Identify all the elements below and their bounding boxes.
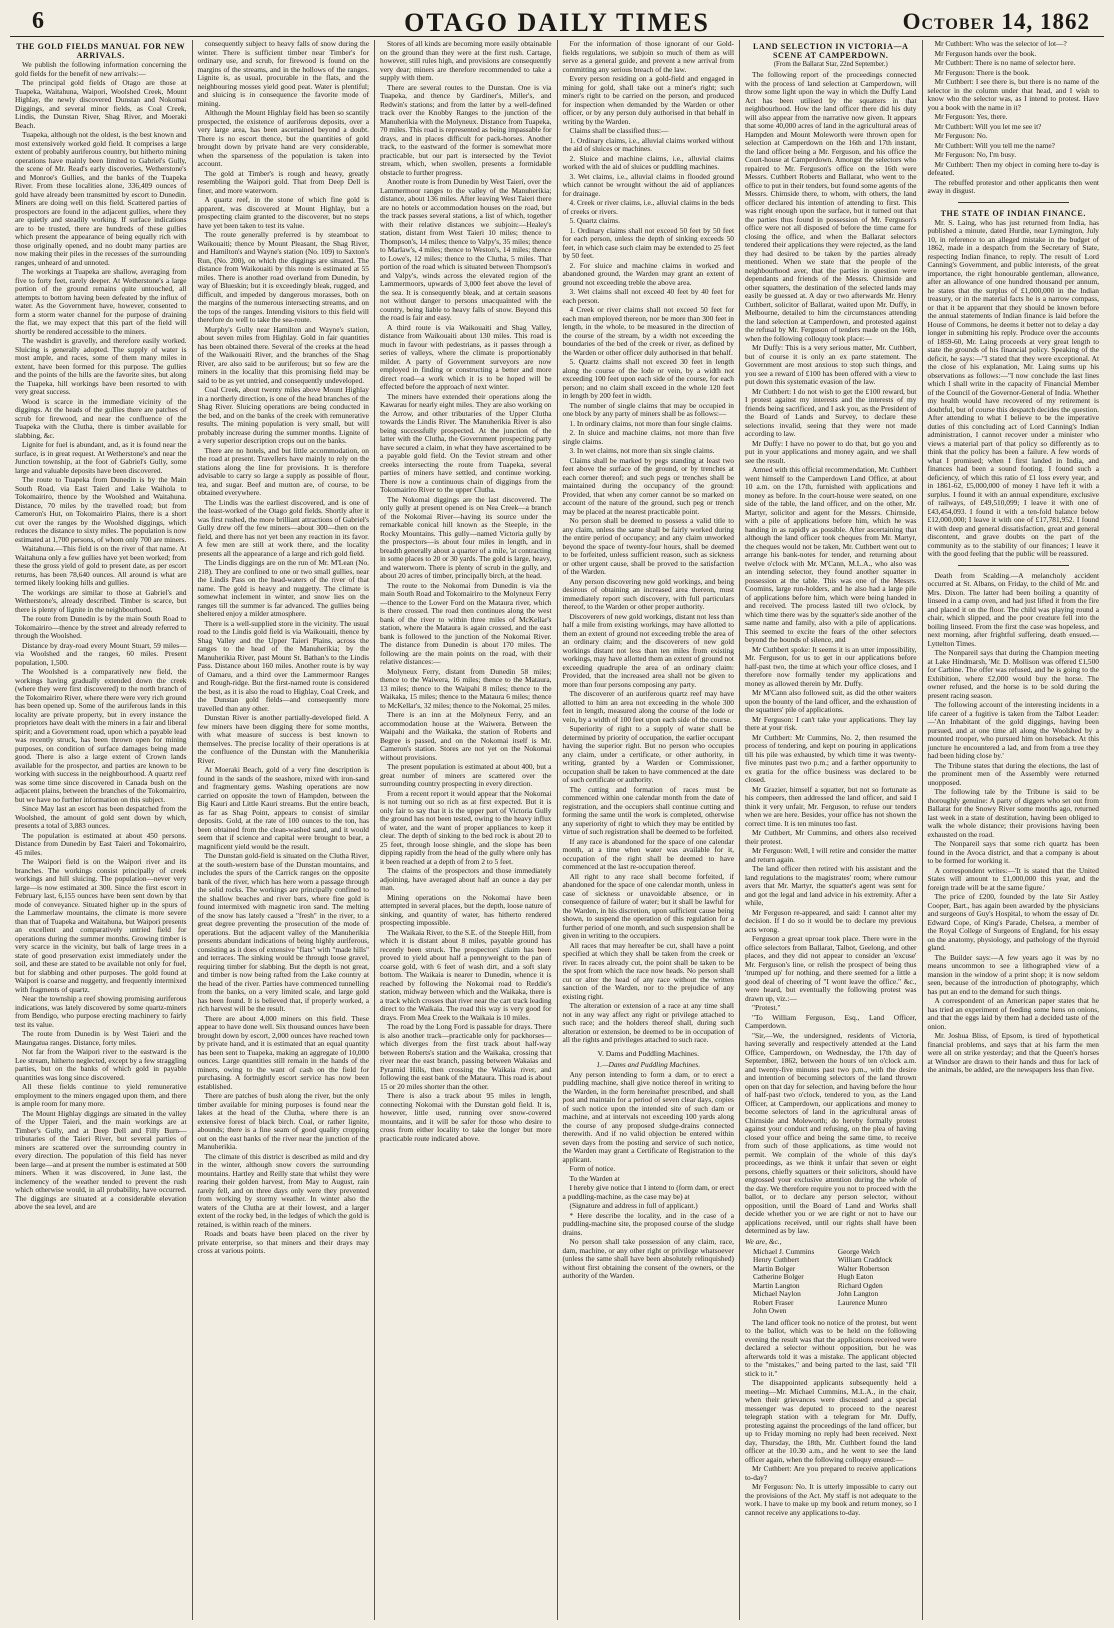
signatory-name: Martin Langton — [753, 1280, 800, 1290]
paragraph: For the information of those ignorant of our Gold-fields regulations, we subjoin so much of them as will serve as a general guide, and prevent a new arrival from committing any serious breach of the law. — [562, 40, 734, 74]
paragraph: Mr Cuthbert: I see there is, but there is no name of the selector in the column under that head, and I wish to know who the selector was, as I intend to protest. Have you a book with the name in it? — [927, 77, 1099, 112]
paragraph: Not far from the Waipori river to the eastward is the Lee stream, hitherto neglected, except by a few straggling parties, but on the banks of which gold in payable quantities was long since discovered. — [15, 1047, 187, 1082]
divider — [958, 202, 1070, 203]
paragraph: The land officer then retired with his assistant and the land regulations to the magistrates' room; where rumour avers that Mr. Martyr, the squatter's agent was sent for and got the legal and land advice in his extremity. After a while, — [745, 864, 917, 907]
paragraph: Mr Cuthbert: Are you prepared to receive applications to-day? — [745, 1464, 917, 1482]
signatory-name: Walter Robertson — [837, 1263, 890, 1273]
paragraph: Mr Duffy: I have no power to do that, but go you and put in your applications and money again, and we shall see the result. — [745, 438, 917, 465]
paragraph: 2. In sluice and machine claims, not more than five single claims. — [562, 428, 734, 446]
paragraph: Mr Cuthbert: I do not wish to get the £100 reward, but I protest against my interests and the interests of my friends being sacrificed, and I ask you, as the President of the Board of Lands and Survey, to declare these selections invalid, seeing that they were not made according to law. — [745, 386, 917, 438]
columns — [10, 40, 1104, 1620]
column-2 — [193, 40, 376, 1620]
paragraph: Another route is from Dunedin by West Taieri, over the Lammermoor ranges to the valley of the Manuherikia; distance, about 136 miles. After leaving West Taieri there are no hotels or accommodation houses on the road, but the track passes several stations, a list of which, together with their relative distances we subjoin:—Healey's station, distant from West Taieri 10 miles; thence to Thompson's, 14 miles; thence to Valpy's, 35 miles; thence to Marlaw's, 4 miles; thence to Weston's, 14 miles; thence to Lowe's, 12 miles; thence to the Clutha, 5 miles. That portion of the road which is situated between Thompson's and Valpy's, winds across the elevated region of the Lammermoors, upwards of 3,000 feet above the level of the sea. It is consequently bleak, and at certain seasons not without danger to persons unacquainted with the country, being liable to heavy falls of snow. Beyond this the road is fair and easy. — [380, 177, 552, 322]
paragraph: Lignite for fuel is abundant, and, as it is found near the surface, is in great request. At Wetherstone's and near the Junction township, at the foot of Gabriel's Gully, some large and valuable deposits have been discovered. — [15, 440, 187, 475]
section-subheading-dams: 1.—Dams and Puddling Machines. — [596, 1059, 701, 1069]
paragraph: The route generally preferred is by steamboat to Waikouaiti; thence by Mount Pleasant, the Shag River, and Hamilton's and Wayne's station (No. 109) to Saxton's Run, (No. 200), on which the diggings are situated. The distance from Waikouaiti by this route is estimated at 55 miles. There is another road overland from Dunedin, by way of Blueskin; but it is exceedingly bleak, rugged, and difficult, and impeded by dangerous morasses, both on the margins of the numerous intersecting streams, and on the tops of the ranges. Intending visitors to this field will therefore do well to take the sea-route. — [197, 230, 369, 324]
paragraph: The workings at Tuapeka are shallow, averaging from five to forty feet, rarely deeper. At Wetherstone's a large portion of the ground remains quite untouched, all attempts to bottom having been defeated by the influx of water. As the Government have, however, consented to form a storm water channel for the purpose of draining the flat, we may expect that this part of the field will shortly be rendered accessible to the miners. — [15, 267, 187, 336]
paragraph: consequently subject to heavy falls of snow during the winter. There is sufficient timber near Timber's for ordinary use, and scrub, for firewood is found on the margins of the streams, and in the hollows of the ranges. Lignite is, as usual, procurable in the flats, and the neighbouring mosses yield good peat. Water is plentiful; and sluicing is in consequence the favorite mode of mining. — [197, 40, 369, 108]
paragraph: Any person discovering new gold workings, and being desirous of obtaining an increased area thereon, must immediately report such discovery, with full particulars thereof, to the Warden or other proper authority. — [562, 576, 734, 611]
paragraph: Near the township a reef showing promising auriferous indications, was lately discovered by some quartz-miners from Bendigo, who purpose erecting machinery to fairly test its value. — [15, 994, 187, 1029]
paragraph: "To William Ferguson, Esq., Land Officer, Camperdown. — [745, 1012, 917, 1030]
paragraph: 1. Ordinary claims, i.e., alluvial claims worked without the aid of sluices or machines. — [562, 135, 734, 153]
column-4 — [558, 40, 741, 1620]
signatory-name: Laurence Munro — [837, 1297, 888, 1307]
dams-body — [563, 1071, 735, 1281]
protest-closing: We are, &c., — [745, 1236, 782, 1246]
paragraph: The washdirt is gravelly, and therefore easily worked. Sluicing is generally adopted. The supply of water is most ample, and races, some of them many miles in extent, have been formed for this purpose. The gullies and the points of the hills are the favorite sites, but along the Tuapeka, hill workings have been resorted to with very great success. — [15, 336, 187, 396]
article-body-continued — [745, 1319, 917, 1518]
paragraph: The following report of the proceedings connected with the process of land selection at Camperdown, will throw some light upon the way in which the Duffy Land Act has been utilised by the squatters in that neighbourhood. How the land officer there did his duty will also appear from the narrative now given. It appears that some 40,000 acres of land in the agricultural areas of Hampden and Mount Moleworth were thrown open for selection at Camperdown on the 16th and 17th instant, the land officer being a Mr. Ferguson, and his office the Court-house at Camperdown. Amongst the selectors who repaired to Mr. Ferguson's office on the 16th were Messrs. Cuthbert Roberts and Ballarat, who went to the office to put in their tenders, but found some agents of the Messrs. Chirnside there, to whom, with others, the land officer declared his intention of attending to first. This was right enough upon the surface, but it turned out that the parties thus found in possession of Mr. Ferguson's office were not all disposed of before the time came for closing the office, and when the Ballarat selectors tendered their applications they were rejected, as the land they had desired to be taken by the parties already mentioned. When we state that the people of the neighbourhood aver, that the parties in question were dependants and friends of the Messrs. Chirnside and other squatters, the destination of the selected lands may easily be guessed at. A day or two afterwards Mr. Henry Cuthbert, solicitor of Ballarat, waited upon Mr. Duffy, in Melbourne, detailed to him the circumstances attending the land selection at Camperdown, and protested against the refusal by Mr. Ferguson of tenders made on the 16th, when the following colloquy took place:— — [745, 70, 917, 343]
paragraph: Any person intending to form a dam, or to erect a puddling machine, shall give notice thereof in writing to the Warden, in the form hereinafter prescribed, and shall post and maintain for a period of seven clear days, copies of such notice upon the intended site of such dam or machine, and at intervals not exceeding 100 yards along the course of any proposed sludge-drains connected therewith. And if no valid objection be entered within seven days from the posting and service of such notice, the Warden may grant a Certificate of Registration to the applicant. — [562, 1069, 734, 1164]
signatory-name: Richard Ogden — [837, 1280, 883, 1290]
paragraph: Mr Grazier, himself a squatter, but not so fortunate as his compeers, then addressed the land officer, and said I think it very unfair, Mr. Ferguson, to refuse our tenders when we are here. Besides, your office has not shown the correct time. It is ten minutes too fast. — [745, 784, 917, 828]
article-source: (From the Ballarat Star, 22nd September.) — [773, 61, 888, 68]
paragraph: A third route is via Waikouaiti and Shag Valley, distance from Waikouaiti about 130 miles. This road is much in favour with pedestrians, as it passes through a series of valleys, where the climate is proportionably milder. A party of Government surveyors are now employed in finding or constructing a better and more direct road—a work which it is to be hoped will be effected before the approach of next winter. — [380, 322, 552, 391]
paragraph: The Waipori field is on the Waipori river and its branches. The workings consist principally of creek workings and hill sluicing. The population—never very large—is now estimated at 300. Since the first escort in February last, 6,155 ounces have been sent down by that mode of conveyance. Situated higher up in the spurs of the Lammerlaw mountains, the climate is more severe than that of Tuapeka and Waitahuna, but Waipori presents an excellent and comparatively untried field for operations during the summer months. Growing timber is very scarce in the vicinity, but balk of large trees in a state of good preservation exist immediately under the soil, and these are stated to be available not only for fuel, but for slabbing and other purposes. The gold found at Waipori is coarse and nuggetty, and frequently intermixed with fragments of quartz. — [15, 857, 187, 994]
paragraph: There are patches of bush along the river, but the only timber available for mining purposes is found near the lakes at the head of the Clutha, where there is an extensive forest of black birch. Coal, or rather lignite, abounds; there is a fine seam of good quality cropping out on the east banks of the river near the junction of the Manuherikia. — [197, 1091, 369, 1151]
paragraph: Discoverers of new gold workings, distant not less than half a mile from existing workings, may have allotted to them an extent of ground not exceeding treble the area of an ordinary claim; and the discoverers of new gold workings distant not less than ten miles from existing workings, may have allotted them an extent of ground not exceeding quadruple the area of an ordinary claim: Provided, that the increased area shall not be given to more than four persons composing any party. — [562, 611, 734, 689]
signatory-name: John Langton — [837, 1289, 879, 1298]
paragraph: 3. Wet claims shall not exceed 40 feet by 40 feet for each person. — [562, 287, 734, 305]
paragraph: The Nonpareil says that during the Champion meeting at Lake Hindmarsh, 'Mr. D. Mollison was offered £1,500 for Carbine. The offer was refused, and he is going to the Exhibition, where £2,000 would buy the horse. The owner refused, and the horse is to be sold during the present racing season. — [927, 648, 1099, 700]
paragraph: Every person residing on a gold-field and engaged in mining for gold, shall take out a miner's right; such miner's right to be carried on the person, and produced for inspection when demanded by the Warden or other officer, or by any person duly authorised in that behalf in writing by the Warden. — [562, 74, 734, 126]
paragraph: Molyneux Ferry, distant from Dunedin 58 miles; thence to the Waiwera, 16 miles; thence to the Mataura, 13 miles; thence to the Waipahi 8 miles; thence to the Waikaka, 15 miles; thence to the Mataura 6 miles; thence to McKellar's, 32 miles; thence to the Nokomai, 25 miles. — [380, 666, 552, 710]
news-items — [928, 572, 1100, 1075]
paragraph: The Builder says:—A few years ago it was by no means uncommon to see a lithographed view of a mansion in the window of a print shop; it is now seldom seen, because of the introduction of photography, which has put an end to the demand for such things. — [927, 952, 1099, 996]
paragraph: Mr Cuthbert: There is no name of selector here. — [934, 58, 1076, 67]
paragraph: Mr Cuthbert, Mr Cummins, and others also received their protest. — [745, 828, 917, 846]
divider — [958, 565, 1070, 566]
section-heading-dams: V. Dams and Puddling Machines. — [597, 1048, 700, 1058]
paragraph: 1. Ordinary claims shall not exceed 50 feet by 50 feet for each person, unless the depth of sinking exceeds 50 feet, in which case such claim may be extended to 25 feet by 50 feet. — [562, 225, 734, 260]
paragraph: Distance by dray-road every Mount Stuart, 59 miles—via Woolshed and the ranges, 60 miles. Present population, 1,500. — [15, 640, 187, 667]
paragraph: I hereby give notice that I intend to (form dam, or erect a puddling-machine, as the case may be) at — [562, 1183, 734, 1201]
paragraph: From a recent report it would appear that the Nokomai is not turning out so rich as at first expected. But it is only fair to say that it is the upper part of Victoria Gully the ground has not been tested, owing to the heavy influx of water, and the want of proper appliances to keep it clear. The depth of sinking to the bed rock is about 20 to 25 feet, through loose shingle, and the slope has been dipping rapidly from the head of the gully where only has it been reached at a depth of from 2 to 5 feet. — [380, 788, 552, 866]
paragraph: The Mount Highlay diggings are situated in the valley of the Upper Taieri, and the main workings are at Timber's Gully, and at Deep Dell and Filly Burn—tributaries of the Taieri River, but several parties of miners are scattered over the surrounding country in every direction. The population of this field has never been large—and at present the number is estimated at 500 miners. When it was discovered, in June last, the inclemency of the weather tended to prevent the rush which otherwise would, in all probability, have occurred. The diggings are situated at a considerable elevation above the sea level, and are — [15, 1108, 187, 1211]
article-title-gold-fields: THE GOLD FIELDS MANUAL FOR NEW ARRIVALS. — [16, 42, 186, 60]
article-body — [380, 40, 552, 1143]
paragraph: Claims shall be marked by pegs standing at least two feet above the surface of the ground, or by trenches at each corner thereof; and such pegs or trenches shall be maintained during the occupancy of the ground: Provided, that when any corner cannot be so marked on account of the nature of the ground, such peg or trench may be placed at the nearest practicable point. — [562, 455, 734, 516]
paragraph: Mr Ferguson: There is the book. — [934, 67, 1030, 77]
signatory-name: Henry Cuthbert — [753, 1255, 800, 1264]
paragraph: A correspondent writes:—'It is stated that the United States will amount to £1,000,000 this year, and the foreign trade will be at the same figure.' — [927, 865, 1099, 892]
paragraph: The route from Dunedin is by West Taieri and the Maungatua ranges. Distance, forty miles. — [15, 1029, 187, 1047]
paragraph: Claims shall be classified thus:— — [569, 126, 669, 135]
paragraph: Mr. S. Laing, who has just returned from India, has published a minute, dated Hurdie, near Lymington, July 10, in reference to an alleged mistake in the budget of 1862, made in a despatch from the Secretary of State, respecting Indian finance, to reply. The result of Lord Canning's Government, and public interests, of the great importance, the right honourable gentleman, allowance, after an allowance of one hundred thousand per annum, he states that the surplus of £1,000,000 in the Indian treasury, or in the material facts he is a narrow compass, or that it be apparent that they should be known before the annual statements of Indian finance is laid before the House of Commons, he deems it better not to delay a day longer in submitting his reply. Produce over the accounts of 1859-60, Mr. Laing proceeds at very great length to state the grounds of his financial policy. Speaking of the deficit, he says:—"I stated that they were exceptional. At the close of his explanation, Mr. Laing sums up his observations as follows:—"I now conclude the last lines which I shall write in the capacity of Financial Member of the Council of the Governor-General of India. Whether my health would have recovered of my retirement is doubtful, but of course this despatch decides the question. After attending to what I believe to be the imperative duties of this concluding act of Lord Canning's Indian administration, I cannot recover under a minister who views a material part of that policy so differently as to think that the policy has been a failure. A few words of what I promised; when I first landed in India, and finances had been a sound footing. I found such a deficiency, of which this ratio of £1 loss every year, and in 1861-62, £5,000,000 of money I have left it with a surplus. I found it with an annual expenditure, exclusive of railways, of £49,510,099; I leave it with one of £43,454,093. I found it with a ten-fold balance below £12,000,000; I leave it with one of £17,781,952. I found it with deep and general dissatisfaction, great and general discontent, and grave doubts on the part of the community as to the stability of our finances; I leave it with the good feeling that the public will be reassured. — [927, 217, 1099, 558]
paragraph: Mr Cuthbert: Then my object in coming here to-day is defeated. — [927, 159, 1099, 177]
signatory-name: John Owen — [753, 1306, 787, 1315]
signatory-name: Martin Bolger — [753, 1263, 796, 1273]
article-body — [198, 40, 370, 1256]
paragraph: The route from Dunedin is by the main South Road to Tokomairiro—thence by the street and already referred to through the Woolshed. — [15, 614, 187, 640]
paragraph: The present population is estimated at about 400, but a great number of miners are scattered over the surrounding country prospecting in every direction. — [380, 762, 552, 788]
paragraph: Waitahuna.—This field is on the river of that name. At Waitahuna only a few gullies have yet been worked; from these the gross yield of gold to present date, as per escort returns, has been 78,640 ounces. All around is what are termed likely looking hills and gullies. — [15, 544, 187, 587]
paragraph: Mr Cuthbert: Will you let me see it? — [934, 121, 1042, 131]
paragraph: To the Warden at — [569, 1173, 620, 1183]
paragraph: The discoverer of an auriferous quartz reef may have allotted to him an area not exceeding in the whole 300 feet in length, measured along the course of the lode or vein, by a width of 100 feet upon each side of the course. — [562, 689, 734, 724]
signatory-name: Catherine Bolger — [753, 1272, 804, 1281]
paragraph: The alteration or extension of a race at any time shall not in any way affect any right or privilege attached to such race; and the holders thereof shall, during such alteration or extension, be deemed to be in occupation of all the rights and privileges attached to such race. — [562, 1001, 734, 1044]
paragraph: The price of £200, founded by the late Sir Astley Cooper, Bart., has again been awarded by the physicians and surgeons of Guy's Hospital, to whom the essay of Dr. Edward Cope, of King's Parade, Chelsea, a member of the Royal College of Surgeons of England, for his essay on the anatomy, physiology, and pathology of the thyroid gland. — [927, 892, 1099, 952]
paragraph: The climate of this district is described as mild and dry in the winter, although snow covers the surrounding mountains. Hartley and Reilly state that whilst they were rearing their golden harvest, from May to August, rain rarely fell, and on three days only were they prevented from working by stormy weather. In winter also the waters of the Clutha are at their lowest, and a larger extent of the rocky bed, in the ledges of which the gold is retained, is within reach of the miners. — [197, 1151, 369, 1229]
signatory-name — [838, 1307, 917, 1316]
paragraph: 5. Quartz claims shall not exceed 30 feet in length along the course of the lode or vein, by a width not exceeding 100 feet upon each side of the course, for each person; and no claim shall exceed in the whole 120 feet in length by 200 feet in width. — [562, 357, 734, 400]
column-1 — [10, 40, 193, 1620]
signatory-name: Robert Fraser — [753, 1297, 794, 1307]
paragraph: The Lindis diggings are on the run of Mr. M'Lean (No. 218). They are confined to one or two small gullies, near the Lindis Pass on the head-waters of the river of that name. The gold is heavy and nuggetty. The climate is somewhat inclement in winter, and snow lies on the ranges till the summer is far advanced. The gullies being sheltered enjoy a milder atmosphere. — [197, 558, 369, 618]
paragraph: 2. For sluice and machine claims in worked and abandoned ground, the Warden may grant an extent of ground not exceeding treble the above area. — [562, 260, 734, 287]
article-body — [745, 71, 917, 1031]
signatory-name: Michael J. Cummins — [753, 1246, 815, 1256]
signatories-list — [753, 1248, 917, 1316]
paragraph: Death from Scalding.—A melancholy accident occurred at St. Albans, on Friday, to the child of Mr. and Mrs. Dixon. The latter had been boiling a quantity of linseed in a camp oven, and had just lifted it from the fire and placed it on the floor. The child was playing round a chair, which slipped, and the poor creature fell into the boiling linseed. From the first the case was hopeless, and next morning, after frightful suffering, death ensued.—Lyttelton Times. — [927, 570, 1099, 648]
paragraph: There is also a track about 95 miles in length, connecting Nokomai with the Dunstan gold field. It is, however, little used, running over snow-covered mountains, and it will be safer for those who desire to cross from either locality to take the longer but more practicable route indicated above. — [380, 1091, 552, 1143]
article-body — [15, 61, 187, 1212]
paragraph: A quartz reef, in the stone of which fine gold is apparent, was discovered at Mount Highlay, but a prospecting claim granted to the discoverer, but no steps have yet been taken to test its value. — [197, 195, 369, 230]
paragraph: Mining operations on the Nokomai have been attempted in several places, but the depth, loose nature of sinking, and quantity of water, has hitherto rendered prospecting impossible. — [380, 892, 552, 927]
paragraph: Roads and boats have been placed on the river by private enterprise, so that miners and their drays may cross at various points. — [197, 1229, 369, 1255]
finance-body — [928, 219, 1100, 559]
paragraph: 4. Creek or river claims, i.e., alluvial claims in the beds of creeks or rivers. — [562, 198, 734, 216]
paragraph: Mr Ferguson: Yes, there. — [934, 112, 1008, 121]
paragraph: Mr Cuthbert: Who was the selector of lot—? — [934, 40, 1067, 48]
paragraph: The miners have extended their operations along the Kawarau for nearly eight miles. They are also working on the Arrow, and other tributaries of the Upper Clutha towards the Lindis River. The Manuherikia River is also being successfully prospected. At the junction of the latter with the Clutha, the Government prospecting party have secured a claim, in what they have ascertained to be a payable gold field. On the Teviot stream and other creeks intersecting the route from Tuapeka, several parties of miners have settled, and continue working. There is now a continuous chain of diggings from the Tokomairiro River to the upper Clutha. — [380, 391, 552, 494]
paragraph: If any race is abandoned for the space of one calendar month, at a time when water was available for it, occupation of the right shall be deemed to have commenced at the last re-occupation thereof. — [562, 836, 734, 871]
column-6 — [923, 40, 1105, 1620]
paragraph: Mr Ferguson: No. It is utterly impossible to carry out the provisions of the Act. My staff is not adequate to the work. I have to make up my book and return money, so I cannot receive any applications to-day. — [745, 1482, 917, 1517]
newspaper-title: OTAGO DAILY TIMES — [404, 8, 710, 37]
paragraph: Mr Cuthbert: Will you tell me the name? — [934, 140, 1055, 150]
signatory-name: Hugh Eaton — [837, 1272, 874, 1281]
paragraph: The following account of the interesting incidents in a life career of a fugitive is taken from the Talbot Leader:—'An Inhabitant of the gold diggings, having been pursued, and at one time all along the Woolshed by a mounted trooper, who pursued him on horseback. At this juncture he encountered a lad, and from from a tree they had been hiding close by.' — [927, 700, 1099, 760]
paragraph: No person shall take possession of any claim, race, dam, machine, or any other right or privilege whatsoever (unless the same shall have been absolutely relinquished) without first obtaining the consent of the owners, or the authority of the Warden. — [562, 1237, 734, 1280]
paragraph: The Dunstan gold-field is situated on the Clutha River, at the south-western base of the Dunstan mountains, and includes the spurs of the Carrick ranges on the opposite bank of the river, which has here worn a passage through the solid rocks. The workings are principally confined to the shallow beaches and river bars, where fine gold is found intermixed with magnetic iron sand. The melting of the snow has lately caused a "fresh" in the river, to a great degree preventing the prosecution of the mode of operations. But the adjacent valley of the Manuherikia presents abundant indications of being highly auriferous, consisting as it does of extensive "flats" with "made hills" and terraces. The sinking would be through loose gravel, requiring timber for slabbing. But the depth is not great, and timber is now being rafted from the Lake country at the head of the river. Parties have commenced tunnelling from the banks, on a very limited scale, and large gold has been found. It is believed that, if properly worked, a rich harvest will be the result. — [197, 851, 369, 1013]
paragraph: The Nokomai diggings are the last discovered. The only gully at present opened is on Nea Creek—a branch of the Nokomai River—having its source under the remarkable conical hill known as the Steeple, in the Rocky Mountains. This gully—named Victoria gully by the prospectors—is about four miles in length, and in breadth generally about a quarter of a mile, 'at contracting in some places to 20 or 30 yards. The gold is large, heavy, and waterworn. There is plenty of scrub in the gully, and about 20 acres of timber, principally birch, at the head. — [380, 494, 552, 580]
paragraph: Mr Ferguson re-appeared, and said: I cannot alter my decision. If I do so it would be to declare my previous acts wrong. — [745, 907, 917, 934]
paragraph: Mr Ferguson: No. — [934, 131, 988, 140]
column-3 — [375, 40, 558, 1620]
paragraph: Form of notice. — [569, 1164, 616, 1173]
paragraph: Mr Duffy: This is a very serious matter, Mr. Cuthbert, but of course it is only an ex parte statement. The Government are most anxious to stop such things, and you see a reward of £100 has been offered with a view to put down this systematic evasion of the law. — [745, 343, 917, 386]
article-title-indian-finance: THE STATE OF INDIAN FINANCE. — [940, 208, 1086, 218]
paragraph: The workings are similar to those at Gabriel's and Wetherstone's, already described. Timber is scarce, but there is plenty of lignite in the neighbourhood. — [15, 587, 187, 614]
paragraph: All these fields continue to yield remunerative employment to the miners engaged upon them, and there is ample room for many more. — [15, 1082, 187, 1108]
paragraph: There are several routes to the Dunstan. One is via Tuapeka, and thence by Gardiner's, Miller's, and Redwin's stations; and from the latter by a well-defined track over the Knobby Ranges to the junction of the Manuherikia with the Molyneux. Distance from Tuapeka, 70 miles. This road is represented as being impassable for drays, and in places difficult for pack-horses. Another track, to the eastward of the former is somewhat more practicable, but our part is intersected by the Teviot stream, which, when swollen, presents a formidable obstacle to further progress. — [380, 82, 552, 177]
paragraph: The principal gold fields of Otago are those at Tuapeka, Waitahuna, Waipori, Woolshed Creek, Mount Highlay, the newly discovered Dunstan and Nokomai Diggings, and several minor fields, as Coal Creek, Lindis, the Dunstan River, Shag River, and Moeraki Beach. — [15, 78, 187, 130]
paragraph: The route to Tuapeka from Dunedin is by the Main South Road, via East Taieri and Lake Waihola to Tokomairiro, thence by the Woolshed and Waitahuna. Distance, 70 miles by the travelled road; but from Cameron's Hut, on Tokomairiro Plains, there is a short cut over the ranges by the Woolshed diggings, which reduces the distance to sixty miles. The population is now estimated at 1,700 persons, of whom only 700 are miners. — [15, 475, 187, 544]
paragraph: Mr Ferguson: No, I'm busy. — [934, 150, 1017, 159]
protest-text: "Sir,—We, the undersigned, residents of Victoria, having severally and respectively attended at the Land Office, Camperdown, on Wednesday, the 17th day of September, 1862, between the hours of ten o'clock a.m. and twenty-five minutes past two p.m., with the desire and intention of becoming selectors of the land thrown open on that day for selection, and having before the hour of half-past two o'clock, tendered to you, as the Land Officer, at Camperdown, our applications and money to become selectors of land in the agricultural areas of Chirnside and Moleworth; do hereby formally protest against your conduct and refusing, on the plea of having closed your office and being the same time, to receive from such of those applications, as time would not permit. We complain of the whole of this day's proceedings, as we think it unfair that seven or eight persons, chiefly squatters or their solicitors, should have engrossed your exclusive attention during the whole of the day. We therefore require you not to proceed with the ballot, or to declare any person selector, without opposition, until the Board of Land and Works shall decide whether you or we are right or not to have our applications received, until our rights shall have been determined as by law. — [745, 1030, 917, 1235]
paragraph: All right to any race shall become forfeited, if abandoned for the space of one calendar month, unless in case of sickness or unavoidable absence, or in consequence of failure of water; but it shall be lawful for the Warden, in his discretion, upon sufficient cause being shown, to suspend the operation of this regulation for a further period of one month, and such suspension shall be given in writing to the occupiers. — [562, 871, 734, 940]
paragraph: Since May last an escort has been despatched from the Woolshed, the amount of gold sent down by which, presents a total of 3,883 ounces. — [15, 804, 187, 830]
paragraph: 4 Creek or river claims shall not exceed 50 feet for each man employed thereon, nor be more than 300 feet in length, in the whole, to be measured in the direction of the course of the stream, by a width not exceeding the boundaries of the bed of the creek or river, as defined by the Warden or other officer duly authorised in that behalf. — [562, 305, 734, 357]
paragraph: Mr Ferguson: I can't take your applications. They lay there at your risk. — [745, 714, 917, 732]
paragraph: 3. Wet claims, i.e., alluvial claims in flooded ground which cannot be wrought without the aid of appliances for drainage. — [562, 171, 734, 198]
paragraph: The cutting and formation of races must be commenced within one calendar month from the date of registration, and the occupiers shall continue cutting and forming the same until the work is completed, otherwise any superiority of right to which they may be entitled by virtue of such registration shall be deemed to be forfeited. — [562, 784, 734, 836]
regulations-body — [563, 40, 735, 1045]
paragraph: All races that may hereafter be cut, shall have a point specified at which they shall be taken from the creek or river. In races already cut, the point shall be taken to be the spot from which the race now heads. No person shall cut or alter the head of any race without the written sanction of the Warden, nor to the prejudice of any existing right. — [562, 940, 734, 1001]
paragraph: Murphy's Gully near Hamilton and Wayne's station, about seven miles from Highlay. Gold in fair quantities has been obtained there. Several of the creeks at the head of the Waikouaiti River, and the branches of the Shag River, are also said to be auriferous; but so few are the miners in the locality that this promising field may be said to be as yet untried, and consequently undeveloped. — [197, 324, 369, 385]
paragraph: We publish the following information concerning the gold fields for the benefit of new arrivals:— — [15, 60, 187, 78]
paragraph: The rebuffed protestor and other applicants then went away in disgust. — [927, 177, 1099, 195]
paragraph: Mr. Joshua Bliss, of Epsom, is tired of hypothetical financial problems, and says that at his farm the men were all on strike yesterday; and that the Queen's horses at Windsor are drawn to their hands and thus for lack of the animals, be added, are the newspapers less than five. — [927, 1031, 1099, 1074]
paragraph: The population is estimated at about 450 persons. Distance from Dunedin by East Taieri and Tokomairiro, 45 miles. — [15, 830, 187, 857]
paragraph: Mr Ferguson: Well, I will retire and consider the matter and return again. — [745, 846, 917, 864]
article-continuation — [928, 40, 1100, 196]
signatory-name: William Craddock — [837, 1255, 893, 1264]
paragraph: Wood is scarce in the immediate vicinity of the diggings. At the heads of the gullies there are patches of scrub for firewood, and near the confluence of the Tuapeka with the Clutha, there is timber available for slabbing, &c. — [15, 396, 187, 440]
paragraph: Tuapeka, although not the oldest, is the best known and most extensively worked gold field. It comprises a large extent of probably auriferous country, but hitherto mining operations have mainly been limited to Gabriel's Gully, the scene of Mr. Read's early discoveries, Wetherstone's and Monroe's Gullies, and the banks of the Tuapeka River. From these localities alone, 336,409 ounces of gold have already been transmitted by escort to Dunedin. Miners are doing well on this field. Scattered parties of prospectors are found in the adjacent gullies, where they are quietly and steadily working. If surface indications are to be trusted, there are hundreds of these gullies which present the appearance of being equally rich with those originally opened, and no doubt many parties are now making their piles in the recesses of the surrounding ranges, unheard of and unnoted. — [15, 130, 187, 267]
signatory-name: George Welch — [837, 1246, 880, 1256]
article-title-land-selection: LAND SELECTION IN VICTORIA—A SCENE AT CAMPERDOWN. — [753, 42, 909, 60]
paragraph: Armed with this official recommendation, Mr. Cuthbert went himself to the Camperdown Land Office, at about 10 a.m. on the 17th, furnished with applications and money as before. In the court-house were seated, on one side of the table, the land officer, and on the other, Mr. Martyr, solicitor and agent for the Messrs. Chirnside, with a pile of applications before him, which he was handing in as rapidly as possible. After ascertaining that although the land officer took cheques from Mr. Martyr, the cheques would not be taken, Mr. Cuthbert went out to arrange his bank-notes for tender, and returning about twelve o'clock with Mr. M'Cann, M.L.A., who also was an intending selector, they found another squatter in possession at the table. This was one of the Messrs. Coomins, large run-holders, and he also had a large pile of applications before him, which were being handed in and received. The process lasted till two o'clock, by which time there was by the squatter's side another of the same name and family, also with a pile of applications. This seemed to excite the fears of the other selectors beyond the bounds of silence, and — [745, 465, 917, 644]
paragraph: There is a well-supplied store in the vicinity. The usual road to the Lindis gold field is via Waikouaiti, thence by Shag Valley and the Upper Taieri Plains, across the ranges to the head of the Manuherikia; by the Manuherikia River, past Mount St. Bathan's to the Lindis Pass. Distance about 160 miles. Another route is by way of Oamaru, and a third over the Lammermoor Ranges and Rough-ridge. But the first-named route is considered the best, as it is also the road to Highlay, Coal Creek, and the Dunstan gold fields—and consequently more travelled than any other. — [197, 618, 369, 713]
paragraph: Coal Creek, about twenty miles above Mount Highlay in a northerly direction, is one of the head branches of the Shag River. Sluicing operations are being conducted in the bed, and on the banks of the creek with remunerative results. The mining population is very small, but will probably increase during the summer months. Lignite of a very superior description crops out on the banks. — [197, 385, 369, 445]
masthead — [10, 6, 1104, 37]
paragraph: Mr Ferguson hands over the book. — [934, 48, 1037, 58]
paragraph: The road by the Long Ford is passable for drays. There is also another track—practicable only for packhorses—which diverges from the first track about half-way between Roberts's station and the Waikaka, crossing that river near the east branch, passing between Wakaias and Pyramid Hills, then crossing the Waikaia river, and following the east bank of the Mataura. This road is about 15 or 20 miles shorter than the other. — [380, 1022, 552, 1091]
paragraph: The gold at Timber's is rough and heavy, greatly resembling the Waipori gold. That from Deep Dell is finer, and more waterworn. — [197, 168, 369, 195]
paragraph: There are no hotels, and but little accommodation, on the road at present. Travellers have mainly to rely on the stations along the line for provisions. It is therefore advisable to carry so large a supply as possible of flour, tea, and sugar. Beef and mutton are, of course, to be obtained everywhere. — [197, 445, 369, 497]
paragraph: Dunstan River is another partially-developed field. A few miners have been digging there for some months, with what measure of success is best known to themselves. The precise locality of their operations is at the confluence of the Dunstan with the Manuherikia River. — [197, 713, 369, 765]
paragraph: Stores of all kinds are becoming more easily obtainable on the ground than they were at the first rush. Cartage, however, still rules high, and provisions are consequently very dear; miners are therefore recommended to take a supply with them. — [380, 40, 552, 82]
page-number: 6 — [32, 8, 44, 34]
paragraph: "Protest." — [752, 1003, 781, 1012]
paragraph: The Waikaia River, to the S.E. of the Steeple Hill, from which it is distant about 8 miles, payable ground has recently been struck. The prospectors' claim has been proved to yield about half a pennyweight to the pan of coarse gold, with 6 feet of wash dirt, and a soft slaty bottom. The Waikaia is nearer to Dunedin, whence it is reached by following the Nokomai road to Reddie's station, midway between which and the Waikaka, there is a track which crosses that river near the cart track leading direct to the Waikaia. The road this way is very good for drays. From Mea Creek to the Waikaia is 10 miles. — [380, 927, 552, 1022]
issue-date: October 14, 1862 — [902, 9, 1090, 34]
paragraph: 5. Quartz claims. — [569, 216, 620, 225]
paragraph: The Lindis was the earliest discovered, and is one of the least-worked of the Otago gold fields. Shortly after it was first rushed, the more brilliant attractions of Gabriel's Gully drew off the few miners—about 300—then on the field, and there has not yet been any reaction in its favor. A few men are still at work there, and the locality presents all the appearance of a large and rich gold field. — [197, 497, 369, 558]
paragraph: Mr M'Cann also followed suit, as did the other waiters upon the bounty of the land officer, and the exhaustion of the squatters' pile of applications. — [745, 688, 917, 714]
paragraph: Superiority of right to a supply of water shall be determined by priority of occupation, the earlier occupant having the superior right. But no person who occupies any claim, under a certificate, or other authority, in writing, granted by a Warden or Commissioner, occupation shall be taken to have commenced at the date of such certificate or authority. — [562, 724, 734, 784]
paragraph: Although the Mount Highlay field has been so scantily prospected, the existence of auriferous deposits, over a very large area, has been ascertained beyond a doubt. There is no escort thence, but the quantities of gold brought down by private hand are very considerable, when the sparseness of the population is taken into account. — [197, 108, 369, 168]
paragraph: The disappointed applicants subsequently held a meeting—Mr. Michael Cummins, M.L.A., in the chair, when their grievances were discussed and a special messenger was deputed to proceed to the nearest telegraph station with a telegram for Mr. Duffy, protesting against the proceedings of the land officer, but up to Friday morning no reply had been received. Next day, Thursday, the 18th, Mr. Cuthbert found the land officer at the 10.30 a.m., and he went to see the land officer again, when the following colloquy ensued:— — [745, 1378, 917, 1464]
paragraph: The Woolshed is a comparatively new field, the workings having gradually extended down the creek (where they were first discovered) to the north branch of the Tokomairiro River, where there were very rich ground has been opened up. Some of the auriferous lands in this locality are private property, but in every instance the proprietors have dealt with the miners in a fair and liberal spirit; and a Government road, upon which a payable lead was recently struck, has been thrown open for mining purposes, on condition of surface damages being made good. There is also a large extent of Crown lands available for the prospector, and parties are known to be working with success in the neighbourhood. A quartz reef was some time since discovered in Canada bush on the adjacent plains, between the branches of the Tokomairiro, but we have no further information on this subject. — [15, 667, 187, 804]
column-5 — [740, 40, 923, 1620]
paragraph: There is an inn at the Molyneux Ferry, and an accommodation house at the Waiwera. Between the Waipahi and the Waikaka, the station of Roberts and Begree is passed, and on the Nokomai itself is Mr. Cameron's station. Stores are not yet on the Nokomai without provisions. — [380, 710, 552, 762]
paragraph: Mr Cuthbert spoke: It seems it is an utter impossibility, Mr. Ferguson, for us to get in our applications before half-past two, the time at which your office closes, and I therefore now formally tender my applications and money as allowed therein by Mr. Duffy. — [745, 644, 917, 688]
paragraph: At Moeraki Beach, gold of a very fine description is found in the sands of the seashore, mixed with iron-sand and fragmentary gems. Washing operations are now carried on opposite the town of Hampden, between the Big Kauri and Little Kauri streams. But the entire beach, as far as Shag Point, appears to consist of similar deposits. Gold, at the rate of 100 ounces to the ton, has been obtained from the clean-washed sand, and it would seem that if science and capital were brought to bear, a magnificent yield would be the result. — [197, 765, 369, 851]
paragraph: 3. In wet claims, not more than six single claims. — [569, 446, 715, 455]
paragraph: The route to the Nokomai from Dunedin is via the main South Road and Tokomairiro to the Molyneux Ferry—thence to the Lower Ford on the Mataura river, which is there crossed. The road then continues along the west bank of the river to within three miles of McKellar's station, where the Mataura is again crossed, and the east bank is followed to the junction of the Nokomai River. The distance from Dunedin is about 170 miles. The following are the main points on the road, with their relative distances:— — [380, 580, 552, 666]
paragraph: No person shall be deemed to possess a valid title to any claim, unless the same shall be fairly worked during the entire period of occupancy; and any claim unworked beyond the space of twenty-four hours, shall be deemed to be forfeited, unless sufficient reason, such as sickness or other urgent cause, shall be proved to the satisfaction of the Warden. — [562, 516, 734, 576]
signatory-name: Michael Naylon — [753, 1289, 801, 1298]
paragraph: 1. In ordinary claims, not more than four single claims. — [569, 418, 733, 428]
paragraph: Ferguson a great uproar took place. There were in the office selectors from Ballarat, Talbot, Geelong, and other places, and they did not appear to consider an 'excuse' Mr. Ferguson's line, or relish the prospect of being thus 'trumped up' for nothing, and there seemed for a little a good deal of cheering of "I wont leave the office." &c., were heard, but eventually the following protest was drawn up, viz.:— — [745, 934, 917, 1003]
paragraph: A correspondent of an American paper states that he has tried an experiment of feeding some hens on onions, and that the eggs laid by them had a decided taste of the onion. — [927, 996, 1099, 1031]
paragraph: The number of single claims that may be occupied in one block by any party of miners shall be as follows:— — [562, 400, 734, 418]
paragraph: The following tale by the Tribune is said to be thoroughly genuine: A party of diggers who set out from Ballarat for the Snowy River some months ago, returned last week in a state of destitution, having been obliged to walk the whole distance; their provisions having been exhausted on the road. — [927, 787, 1099, 839]
paragraph: The Nonpareil says that some rich quartz has been found in the Avoca district, and that a company is about to be formed for working it. — [927, 839, 1099, 865]
paragraph: The claims of the prospectors and those immediately adjoining, have averaged about half an ounce a day per man. — [380, 866, 552, 892]
paragraph: (Signature and address in full of applicant.) — [569, 1201, 698, 1210]
paragraph: The land officer took no notice of the protest, but went to the ballot, which was to be held on the following evening the result was that the applications received were declared a selector without opposition, but he was afterwards told it was a mistake. The applicant objected to the "mistakes," and being parted to the last, said "I'll stick to it." — [745, 1317, 917, 1378]
paragraph: * Here describe the locality, and in the case of a puddling-machine site, the proposed course of the sludge drains. — [562, 1210, 734, 1237]
paragraph: Mr Cuthbert: Mr Cummins, No. 2, then resumed the process of tendering, and kept on pouring in applications till his pile was exhausted, by which time it was twenty-five minutes past two p.m.; and a farther opportunity to ex gratia for the office business was declared to be closed. — [745, 732, 917, 784]
paragraph: 2. Sluice and machine claims, i.e., alluvial claims worked with the aid of sluices or puddling machines. — [562, 153, 734, 171]
paragraph: There are about 4,000 miners on this field. These appear to have done well. Six thousand ounces have been brought down by escort, 2,000 ounces have reached town by private hand, and it is estimated that an equal quantity has been sent to Tuapeka, making an aggregate of 10,000 ounces. Large quantities still remain in the hands of the miners, owing to the want of cash on the field for purchasing. A fortnightly escort service has now been established. — [197, 1013, 369, 1091]
paragraph: The Tribune states that during the elections, the last of the prominent men of the Assembly were returned unopposed. — [927, 760, 1099, 787]
